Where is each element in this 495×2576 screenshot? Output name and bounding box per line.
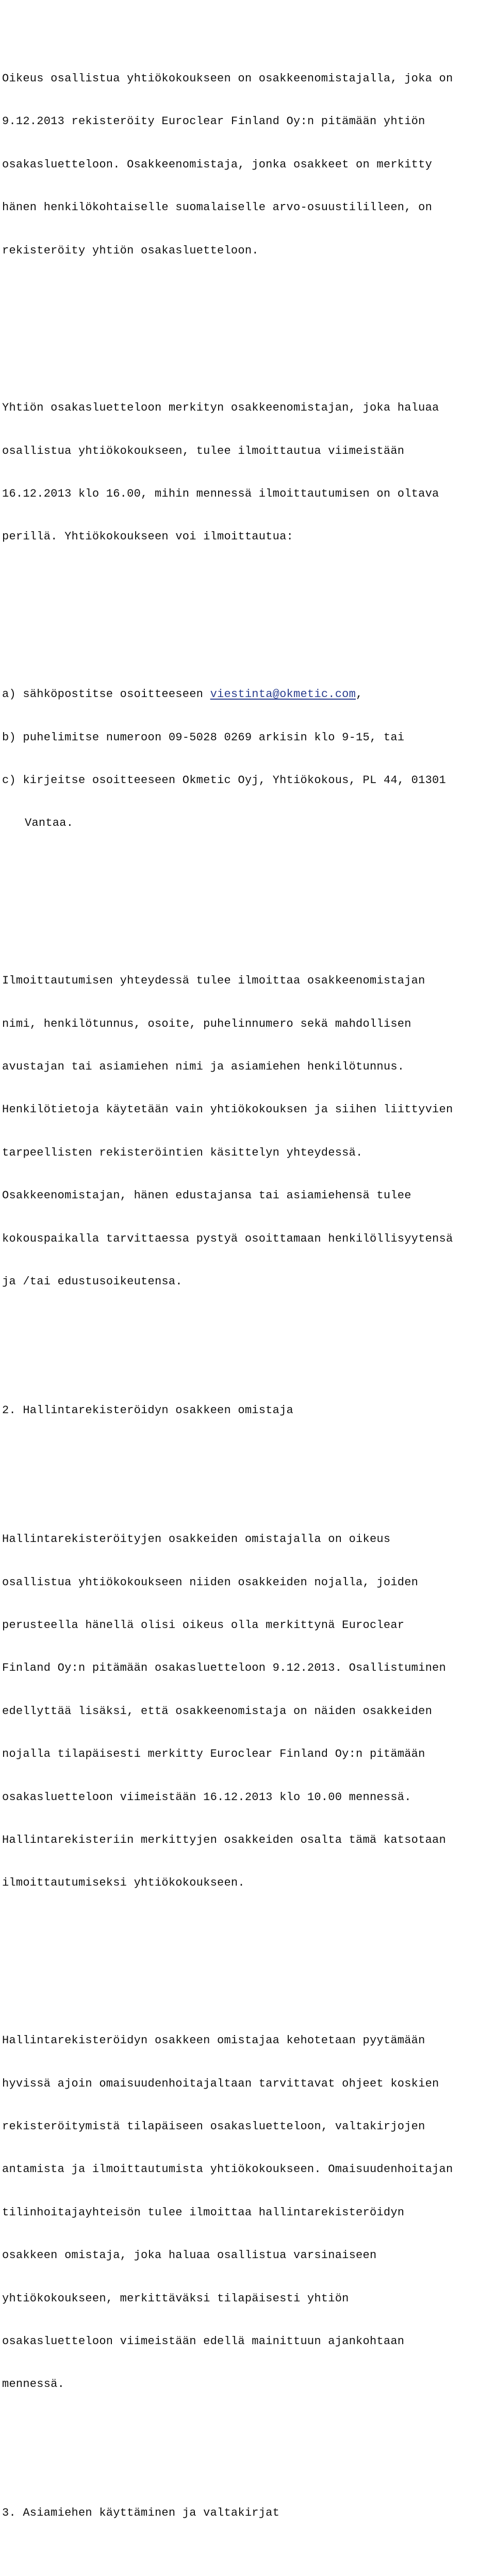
text-line: tarpeellisten rekisteröintien käsittelyn yhteydessä. [2,1146,363,1159]
text-line: osakasluetteloon. Osakkeenomistaja, jonka osakkeet on merkitty [2,158,433,171]
paragraph-spacer [2,888,495,902]
text-line: Yhtiön osakasluetteloon merkityn osakkeenomistajan, joka haluaa [2,401,439,415]
text-line: Osakkeenomistajan, hänen edustajansa tai asiamiehensä tulee [2,1189,411,1202]
text-line: antamista ja ilmoittautumista yhtiökokoukseen. Omaisuudenhoitajan [2,2163,453,2176]
paragraph-spacer [2,1446,495,1461]
text-line: mennessä. [2,2378,65,2391]
text-line: 9.12.2013 rekisteröity Euroclear Finland Oy:n pitämään yhtiön [2,115,425,128]
text-line: Hallintarekisteröityjen osakkeiden omistajalla on oikeus [2,1533,391,1546]
text-line: perillä. Yhtiökokoukseen voi ilmoittautua: [2,530,293,544]
text-line: osallistua yhtiökokoukseen niiden osakkeiden nojalla, joiden [2,1575,419,1589]
paragraph-eligibility [2,43,495,286]
text-line: Ilmoittautumisen yhteydessä tulee ilmoittaa osakkeenomistajan [2,974,425,988]
paragraph-spacer [2,1947,495,1962]
text-line: Oikeus osallistua yhtiökokoukseen on osakkeenomistajalla, joka on [2,72,453,85]
text-line: Hallintarekisteriin merkittyjen osakkeiden osalta tämä katsotaan [2,1834,446,1846]
option-email-text: a) sähköpostitse osoitteeseen [2,688,210,701]
option-email-suffix: , [356,688,363,701]
text-line: hänen henkilökohtaiselle suomalaiselle arvo-osuustililleen, on [2,201,433,214]
text-line: ilmoittautumiseksi yhtiökokoukseen. [2,1876,245,1890]
section-heading-nominee-registered: 2. Hallintarekisteröidyn osakkeen omistaja [2,1404,293,1417]
paragraph-spacer [2,2549,495,2564]
text-line: tilinhoitajayhteisön tulee ilmoittaa hallintarekisteröidyn [2,2206,405,2219]
text-line: ja /tai edustusoikeutensa. [2,1275,183,1288]
paragraph-personal-data [2,945,495,1318]
email-link[interactable]: viestinta@okmetic.com [210,688,356,701]
paragraph-registration [2,372,495,573]
paragraph-spacer [2,1346,495,1361]
text-line: avustajan tai asiamiehen nimi ja asiamiehen henkilötunnus. [2,1060,405,1073]
text-line: edellyttää lisäksi, että osakkeenomistaja on näiden osakkeiden [2,1704,433,1718]
paragraph-spacer [2,601,495,616]
option-email [2,687,495,702]
text-line: rekisteröitymistä tilapäiseen osakasluetteloon, valtakirjojen [2,2120,425,2133]
text-line: Hallintarekisteröidyn osakkeen omistajaa kehotetaan pyytämään [2,2034,425,2047]
text-line: osakkeen omistaja, joka haluaa osallistua varsinaiseen [2,2249,377,2262]
option-phone: b) puhelimitse numeroon 09-5028 0269 arkisin klo 9-15, tai [2,731,405,744]
paragraph-nominee-rights [2,1504,495,1919]
registration-options-list [2,659,495,859]
text-line: osallistua yhtiökokoukseen, tulee ilmoittautua viimeistään [2,444,405,457]
text-line: osakasluetteloon viimeistään 16.12.2013 klo 10.00 mennessä. [2,1790,411,1804]
text-line: yhtiökokoukseen, merkittäväksi tilapäisesti yhtiön [2,2292,349,2305]
text-line: hyvissä ajoin omaisuudenhoitajaltaan tarvittavat ohjeet koskien [2,2077,439,2090]
text-line: Finland Oy:n pitämään osakasluetteloon 9.12.2013. Osallistuminen [2,1662,446,1675]
option-letter: c) kirjeitse osoitteeseen Okmetic Oyj, Yhtiökokous, PL 44, 01301 [2,774,446,787]
text-line: perusteella hänellä olisi oikeus olla merkittynä Euroclear [2,1619,405,1632]
option-letter-continued: Vantaa. [25,817,74,830]
text-line: rekisteröity yhtiön osakasluetteloon. [2,244,259,257]
paragraph-spacer [2,2449,495,2463]
document-body [2,0,495,2576]
text-line: nojalla tilapäisesti merkitty Euroclear Finland Oy:n pitämään [2,1748,425,1761]
text-line: nimi, henkilötunnus, osoite, puhelinnumero sekä mahdollisen [2,1017,411,1030]
text-line: Henkilötietoja käytetään vain yhtiökokouksen ja siihen liittyvien [2,1103,453,1116]
text-line: 16.12.2013 klo 16.00, mihin mennessä ilmoittautumisen on oltava [2,487,439,501]
paragraph-spacer [2,315,495,330]
text-line: osakasluetteloon viimeistään edellä mainittuun ajankohtaan [2,2334,405,2348]
text-line: kokouspaikalla tarvittaessa pystyä osoittamaan henkilöllisyytensä [2,1232,453,1245]
section-heading-proxy: 3. Asiamiehen käyttäminen ja valtakirjat [2,2506,280,2520]
paragraph-nominee-instructions [2,2005,495,2420]
